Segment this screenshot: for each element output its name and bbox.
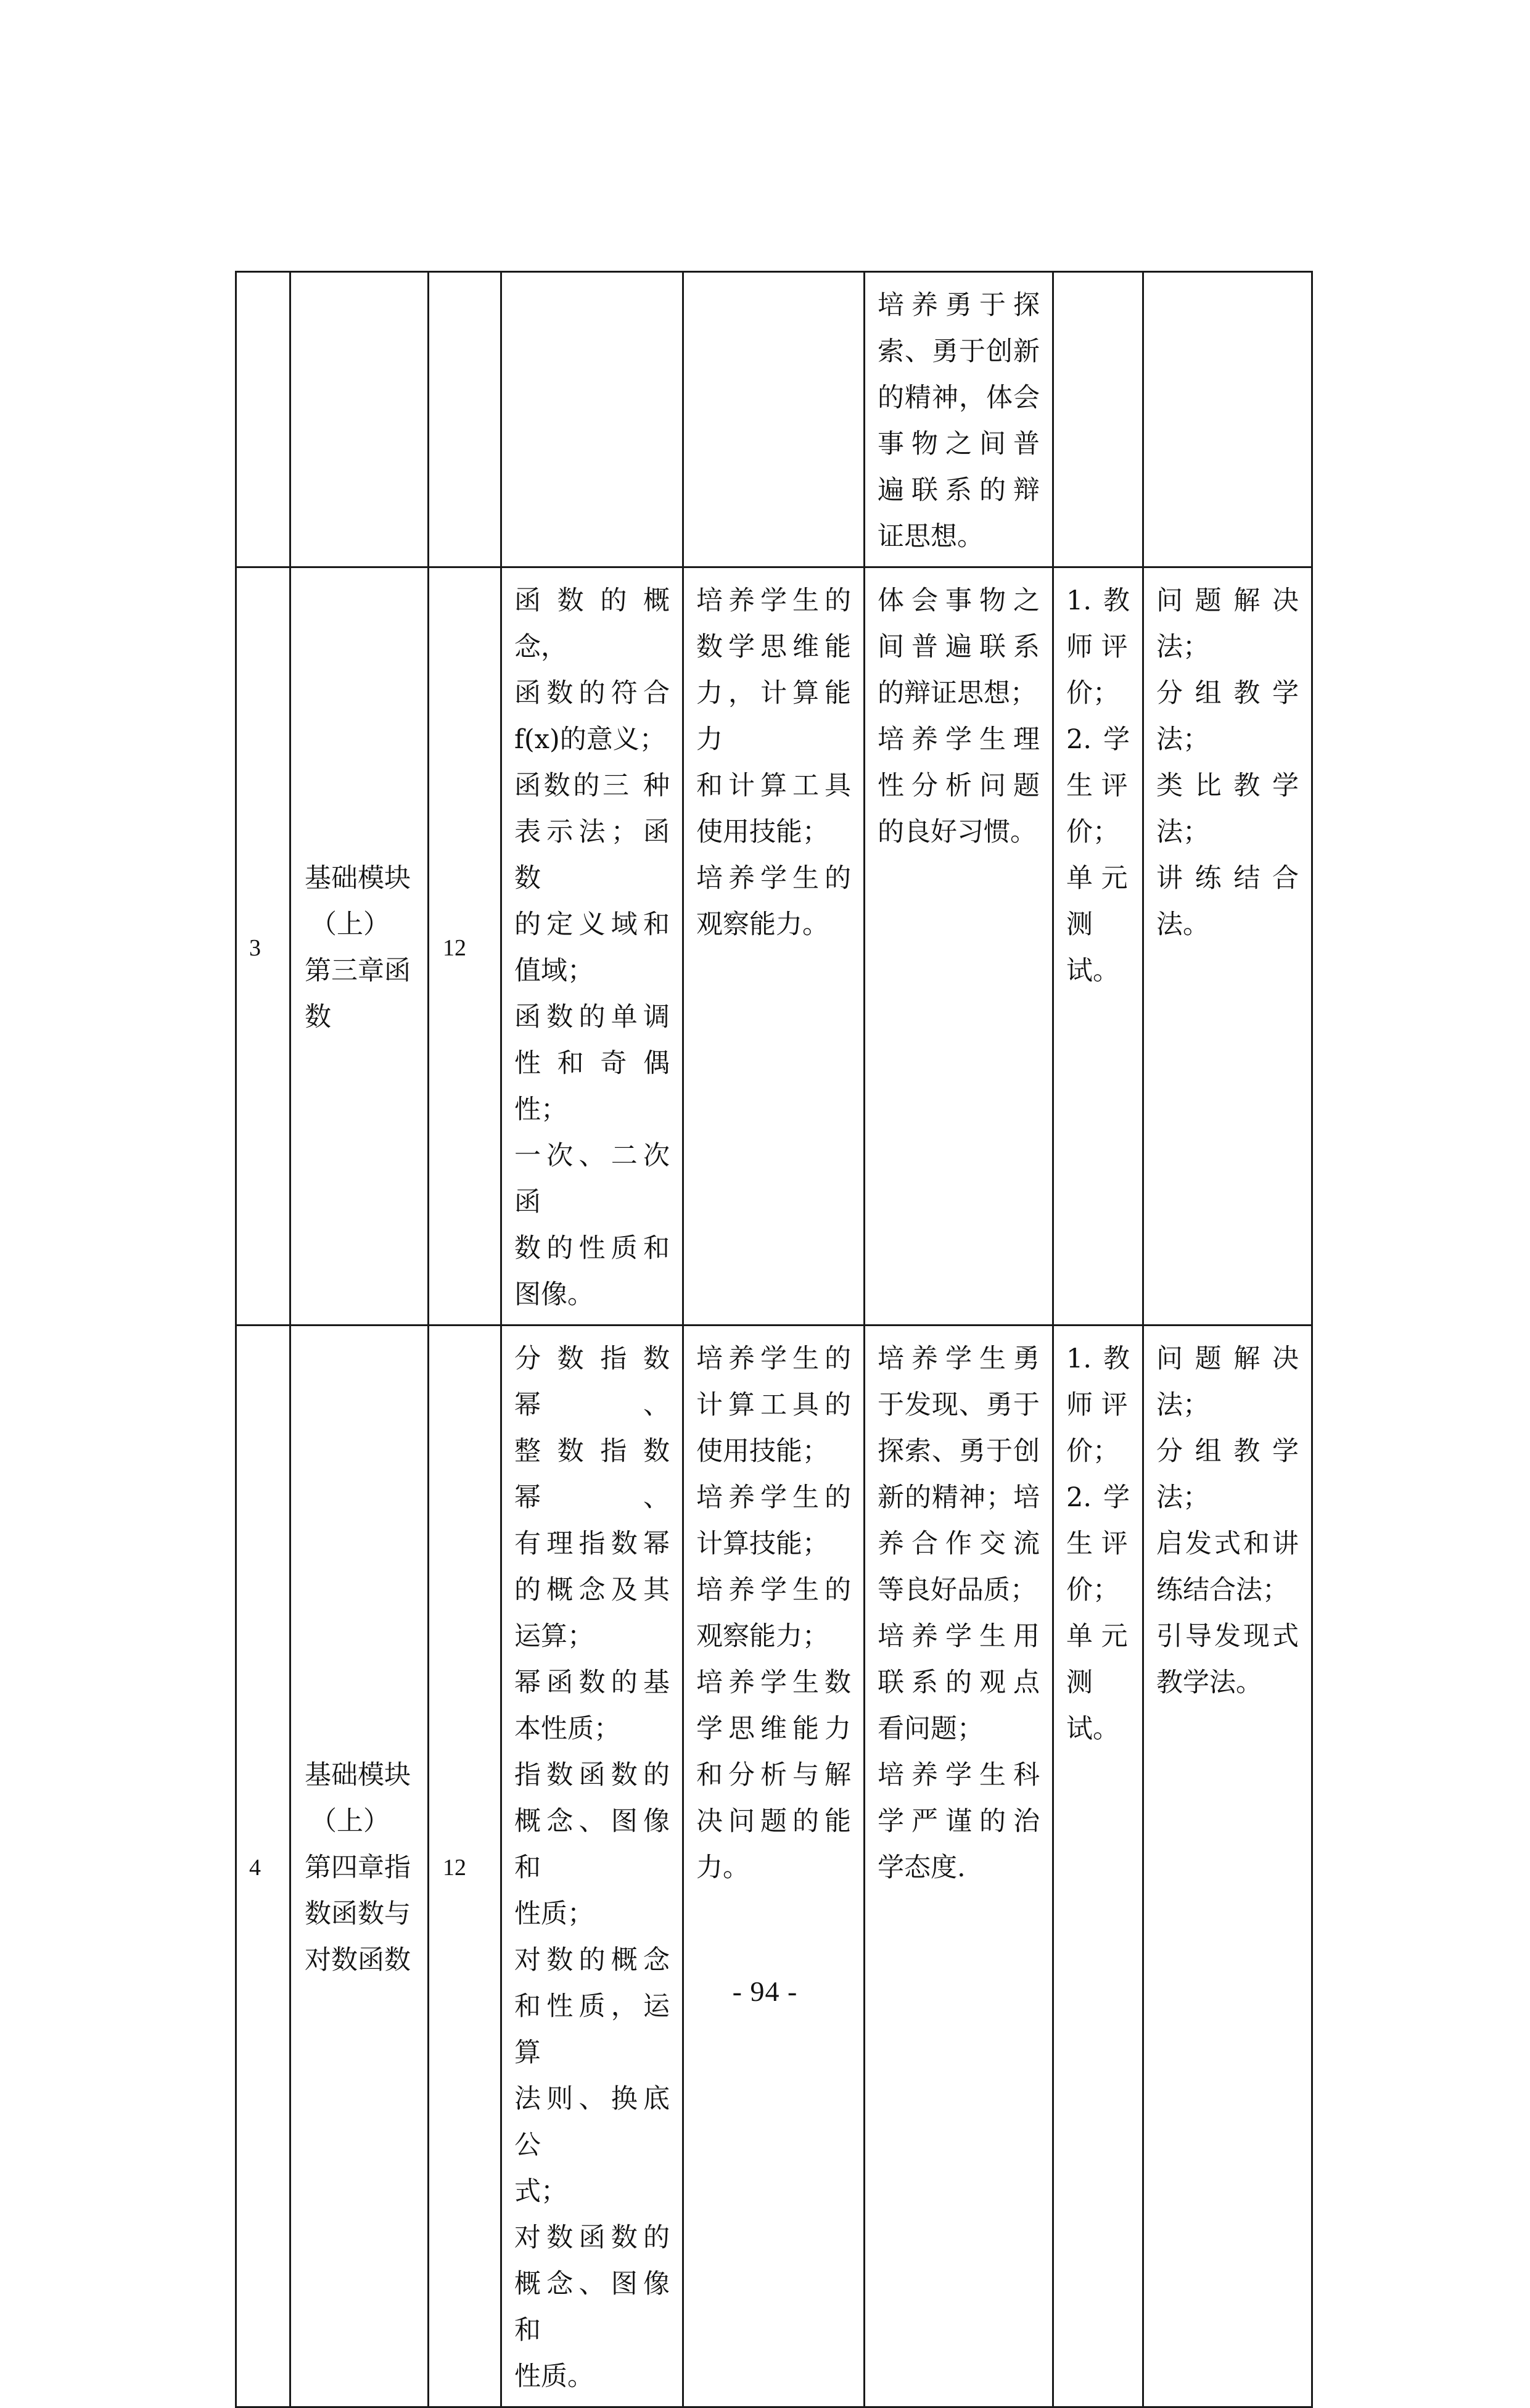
cell-line: 等良好品质；: [878, 1575, 1037, 1606]
cell-line: 价；: [1066, 1575, 1119, 1606]
skills-cell: [683, 1326, 865, 2407]
cell-line: 幂函数的基: [514, 1667, 670, 1698]
cell-line: 力。: [696, 1852, 749, 1883]
module-line: 基础模块: [305, 863, 411, 894]
cell-line: 养合作交流: [878, 1528, 1040, 1559]
module-line: （上）: [310, 909, 390, 940]
cell-line: 法；: [1156, 1390, 1209, 1420]
quality-cell: [865, 567, 1053, 1326]
cell-line: 培养学生数: [696, 1667, 851, 1698]
cell-line: 法；: [1156, 1482, 1209, 1513]
content-cell: [501, 567, 683, 1326]
hours-cell: 12: [429, 1326, 501, 2407]
module-line: 对数函数: [305, 1945, 411, 1976]
table-row: [236, 1326, 1312, 2407]
cell-line: 函数的概念，: [514, 585, 670, 662]
cell-line: 数学思维能: [696, 632, 851, 662]
cell-line: 试。: [1066, 955, 1119, 986]
cell-line: 观察能力；: [696, 1621, 829, 1652]
cell-line: 培养勇于探: [878, 290, 1040, 321]
cell-line: 试。: [1066, 1713, 1119, 1744]
module-line: （上）: [310, 1806, 390, 1837]
cell-line: 1. 教: [1066, 585, 1130, 616]
cell-line: 生 评: [1066, 770, 1128, 801]
module-line: 数函数与: [305, 1899, 411, 1929]
cell-line: 数的性质和: [514, 1233, 670, 1264]
cell-line: 和分析与解: [696, 1760, 851, 1791]
cell-line: 价；: [1066, 817, 1119, 847]
cell-line: 师 评: [1066, 1390, 1128, 1420]
cell-line: f(x)的意义；: [514, 724, 666, 755]
cell-line: 计算技能；: [696, 1528, 829, 1559]
module-line: 基础模块: [305, 1760, 411, 1791]
cell-line: 新的精神；培: [878, 1482, 1040, 1513]
cell-line: 函数的单调: [514, 1002, 670, 1033]
cell-line: 本性质；: [514, 1713, 620, 1744]
methods-cell: [1143, 567, 1312, 1326]
cell-line: 培养学生勇: [878, 1343, 1040, 1374]
cell-line: 单 元: [1066, 863, 1128, 894]
cell-line: 问题解决: [1156, 1343, 1299, 1374]
cell-line: 培养学生用: [878, 1621, 1040, 1652]
cell-line: 培养学生的: [696, 1343, 851, 1374]
cell-line: 测: [1066, 909, 1093, 940]
cell-line: 的精神，体会: [878, 382, 1040, 413]
cell-line: 培养学生的: [696, 863, 851, 894]
cell-line: 练结合法；: [1156, 1575, 1289, 1606]
cell-line: 法；: [1156, 632, 1209, 662]
cell-line: 值域；: [514, 955, 594, 986]
cell-line: 于发现、勇于: [878, 1390, 1040, 1420]
cell-line: 1. 教: [1066, 1343, 1130, 1374]
cell-line: 价；: [1066, 678, 1119, 709]
hours-cell: 12: [429, 567, 501, 1326]
module-cell: [290, 1326, 429, 2407]
page-number: - 94 -: [732, 1976, 798, 2007]
cell-line: 问题解决: [1156, 585, 1299, 616]
cell-line: 引导发现式: [1156, 1621, 1299, 1652]
cell-line: 计算工具的: [696, 1390, 851, 1420]
cell-line: 指数函数的: [514, 1760, 670, 1791]
cell-line: 决问题的能: [696, 1806, 851, 1837]
module-cell: [290, 567, 429, 1326]
cell-line: 和计算工具: [696, 770, 851, 801]
evaluation-cell: [1053, 272, 1143, 567]
cell-line: 使用技能；: [696, 1436, 829, 1467]
cell-line: 和性质，运算: [514, 1991, 670, 2068]
cell-line: 表示法；函数: [514, 817, 670, 894]
cell-line: 式；: [514, 2176, 567, 2207]
cell-line: 看问题；: [878, 1713, 984, 1744]
module-line: 数: [305, 1002, 331, 1033]
cell-line: 证思想。: [878, 521, 984, 552]
cell-line: 培养学生的: [696, 585, 851, 616]
cell-line: 培养学生科: [878, 1760, 1040, 1791]
cell-line: 性质。: [514, 2361, 594, 2392]
cell-line: 性质；: [514, 1899, 594, 1929]
cell-line: 探索、勇于创: [878, 1436, 1040, 1467]
cell-line: 观察能力。: [696, 909, 829, 940]
skills-cell: [683, 567, 865, 1326]
cell-line: 体会事物之: [878, 585, 1040, 616]
cell-line: 测: [1066, 1667, 1093, 1698]
cell-line: 培养学生的: [696, 1482, 851, 1513]
module-line: 第四章指: [305, 1852, 411, 1883]
cell-line: 2. 学: [1066, 1482, 1130, 1513]
cell-line: 对数的概念: [514, 1945, 670, 1976]
cell-line: 生 评: [1066, 1528, 1128, 1559]
cell-line: 法；: [1156, 724, 1209, 755]
quality-cell: [865, 1326, 1053, 2407]
content-cell: [501, 272, 683, 567]
cell-line: 性分析问题: [878, 770, 1040, 801]
methods-cell: [1143, 272, 1312, 567]
cell-line: 间普遍联系: [878, 632, 1040, 662]
cell-line: 图像。: [514, 1279, 594, 1310]
cell-line: 的良好习惯。: [878, 817, 1037, 847]
cell-line: 法；: [1156, 817, 1209, 847]
cell-line: 整数指数幂、: [514, 1436, 670, 1513]
cell-line: 使用技能；: [696, 817, 829, 847]
skills-cell: [683, 272, 865, 567]
evaluation-cell: [1053, 1326, 1143, 2407]
cell-line: 函数的三 种: [514, 770, 670, 801]
content-cell: [501, 1326, 683, 2407]
cell-line: 运算；: [514, 1621, 594, 1652]
cell-line: 分组教学: [1156, 1436, 1299, 1467]
cell-line: 学严谨的治: [878, 1806, 1040, 1837]
module-line: 第三章函: [305, 955, 411, 986]
row-number-cell: 4: [236, 1326, 290, 2407]
cell-line: 概念、图像和: [514, 1806, 670, 1883]
cell-line: 学态度.: [878, 1852, 966, 1883]
hours-cell: [429, 272, 501, 567]
cell-line: 分数指数幂、: [514, 1343, 670, 1420]
cell-line: 师 评: [1066, 632, 1128, 662]
row-number-cell: [236, 272, 290, 567]
cell-line: 的辩证思想；: [878, 678, 1037, 709]
cell-line: 概念、图像和: [514, 2269, 670, 2346]
cell-line: 2. 学: [1066, 724, 1130, 755]
cell-line: 培养学生理: [878, 724, 1040, 755]
cell-line: 启发式和讲: [1156, 1528, 1299, 1559]
evaluation-cell: [1053, 567, 1143, 1326]
row-number-cell: 3: [236, 567, 290, 1326]
teaching-plan-table: [235, 271, 1313, 2408]
cell-line: 讲练结合: [1156, 863, 1299, 894]
cell-line: 类比教学: [1156, 770, 1299, 801]
table-row: [236, 567, 1312, 1326]
table-row: [236, 272, 1312, 567]
quality-cell: [865, 272, 1053, 567]
cell-line: 性和奇偶性；: [514, 1048, 670, 1125]
cell-line: 学思维能力: [696, 1713, 851, 1744]
cell-line: 遍联系的辩: [878, 475, 1040, 506]
cell-line: 函数的符合: [514, 678, 670, 709]
module-cell: [290, 272, 429, 567]
cell-line: 教学法。: [1156, 1667, 1262, 1698]
cell-line: 事物之间普: [878, 429, 1040, 460]
cell-line: 法。: [1156, 909, 1209, 940]
cell-line: 培养学生的: [696, 1575, 851, 1606]
cell-line: 有理指数幂: [514, 1528, 670, 1559]
cell-line: 价；: [1066, 1436, 1119, 1467]
cell-line: 一次、二次函: [514, 1140, 670, 1218]
cell-line: 力，计算能力: [696, 678, 851, 755]
cell-line: 的概念及其: [514, 1575, 670, 1606]
cell-line: 对数函数的: [514, 2222, 670, 2253]
cell-line: 分组教学: [1156, 678, 1299, 709]
cell-line: 单 元: [1066, 1621, 1128, 1652]
cell-line: 索、勇于创新: [878, 336, 1040, 367]
methods-cell: [1143, 1326, 1312, 2407]
cell-line: 的定义域和: [514, 909, 670, 940]
cell-line: 联系的观点: [878, 1667, 1040, 1698]
cell-line: 法则、换底公: [514, 2084, 670, 2161]
